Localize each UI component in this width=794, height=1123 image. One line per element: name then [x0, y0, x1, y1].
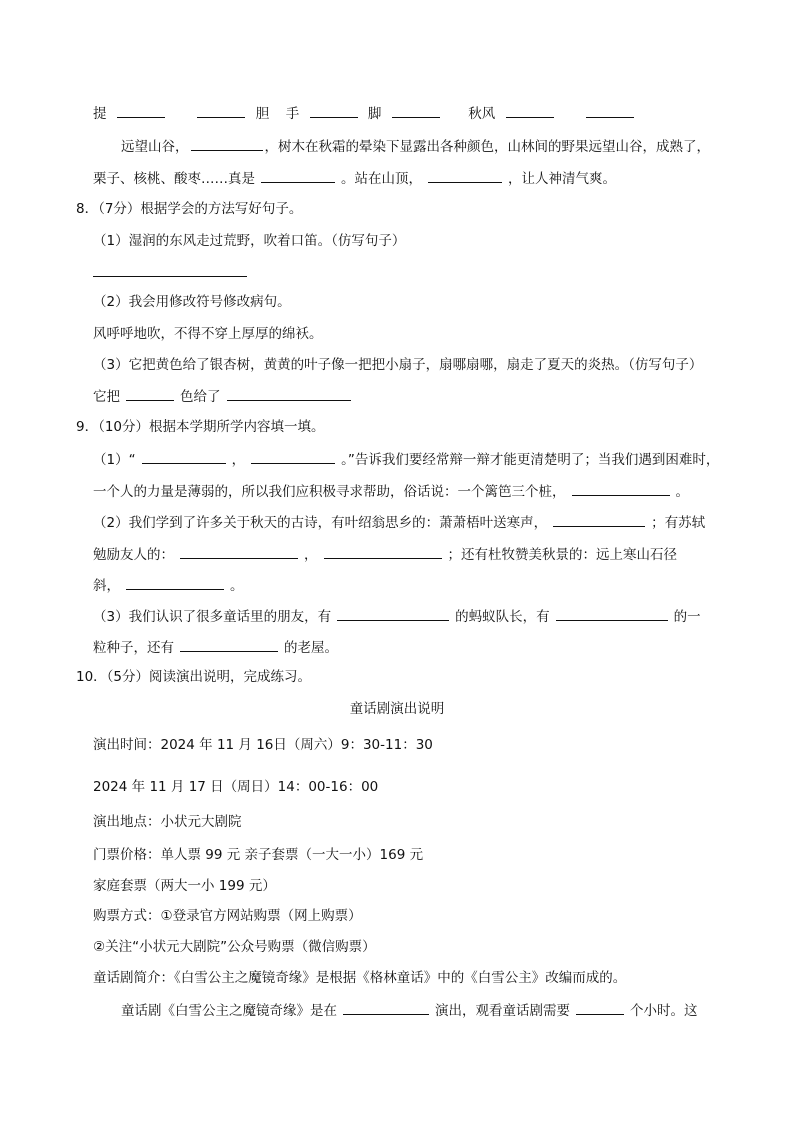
word-dan: 胆: [255, 106, 270, 122]
blank[interactable]: [197, 103, 245, 118]
q9-line-7: [93, 637, 338, 658]
word-ti: 提: [93, 106, 107, 122]
blank[interactable]: [310, 103, 358, 118]
q8-item-1: （1）湿润的东风走过荒野，吹着口笛。（仿写句子）: [93, 233, 406, 249]
q9-line-4: [93, 544, 677, 565]
blank[interactable]: [180, 637, 278, 652]
q9-text: 。: [675, 484, 689, 500]
blank[interactable]: [576, 1000, 624, 1015]
q9-text: 。: [230, 578, 244, 594]
blank[interactable]: [506, 103, 554, 118]
blank[interactable]: [251, 449, 335, 464]
notice-buy-2: ②关注“小状元大剧院”公众号购票（微信购票）: [93, 939, 376, 955]
blank[interactable]: [126, 386, 174, 401]
notice-buy-1: 购票方式：①登录官方网站购票（网上购票）: [93, 908, 362, 924]
q9-text: （2）我们学到了许多关于秋天的古诗，有叶绍翁思乡的：萧萧梧叶送寒声，: [93, 515, 548, 531]
blank[interactable]: [428, 168, 502, 183]
q9-text: 一个人的力量是薄弱的，所以我们应积极寻求帮助，俗话说：一个篱笆三个桩，: [93, 484, 566, 500]
q9-text: ；还有杜牧赞美秋景的：远上寒山石径: [447, 547, 677, 563]
blank[interactable]: [261, 168, 335, 183]
passage-text: ，树木在秋霜的晕染下显露出各种颜色，山林间的野果远望山谷，成熟了，: [264, 139, 710, 155]
q9-text: 的蚂蚁队长，有: [455, 609, 550, 625]
blank[interactable]: [142, 449, 226, 464]
notice-intro: 童话剧简介：《白雪公主之魔镜奇缘》是根据《格林童话》中的《白雪公主》改编而成的。: [93, 970, 627, 986]
q10-text: 个小时。这: [630, 1003, 698, 1019]
blank[interactable]: [343, 1000, 429, 1015]
passage-line-2: [93, 168, 616, 189]
q10-text: 演出，观看童话剧需要: [435, 1003, 570, 1019]
blank[interactable]: [556, 606, 668, 621]
blank[interactable]: [227, 386, 351, 401]
q9-text: （1）“: [93, 452, 136, 468]
q8-heading: 8．（7分）根据学会的方法写好句子。: [76, 201, 303, 217]
passage-text: 。站在山顶，: [341, 171, 422, 187]
q10-question: [121, 1000, 698, 1021]
q10-text: 童话剧《白雪公主之魔镜奇缘》是在: [121, 1003, 337, 1019]
q9-text: 勉励友人的：: [93, 547, 174, 563]
q9-line-5: [93, 575, 244, 596]
word-fill-row: [93, 103, 640, 124]
q9-text: 斜，: [93, 578, 120, 594]
blank[interactable]: [191, 136, 263, 151]
q8-item-2: （2）我会用修改符号修改病句。: [93, 294, 291, 310]
q9-heading: 9．（10分）根据本学期所学内容填一填。: [76, 419, 325, 435]
blank[interactable]: [337, 606, 449, 621]
q9-line-6: [93, 606, 701, 627]
q9-line-3: [93, 512, 705, 533]
blank[interactable]: [586, 103, 634, 118]
q9-line-1: [93, 449, 719, 470]
blank[interactable]: [180, 544, 298, 559]
passage-line-1: [121, 136, 710, 157]
q9-text: ，: [231, 452, 246, 468]
notice-time-2: 2024 年 11 月 17 日（周日）14：00-16：00: [93, 779, 379, 795]
blank[interactable]: [392, 103, 440, 118]
q8-answer-line-1[interactable]: [93, 276, 247, 277]
passage-text: 远望山谷，: [121, 139, 189, 155]
q9-text: ，: [304, 547, 318, 563]
word-shou: 手: [285, 106, 300, 122]
passage-text: ，让人神清气爽。: [508, 171, 616, 187]
q8-item-3-fill: [93, 386, 357, 407]
q8-item-2-sentence: 风呼呼地吹，不得不穿上厚厚的绵袄。: [93, 326, 323, 342]
notice-place: 演出地点：小状元大剧院: [93, 814, 242, 830]
blank[interactable]: [324, 544, 442, 559]
blank[interactable]: [553, 512, 645, 527]
blank[interactable]: [117, 103, 165, 118]
q9-text: 的一: [673, 609, 701, 625]
word-qiufeng: 秋风: [468, 106, 496, 122]
q9-text: 的老屋。: [284, 640, 338, 656]
q9-text: （3）我们认识了很多童话里的朋友，有: [93, 609, 332, 625]
notice-time-1: 演出时间：2024 年 11 月 16日（周六）9：30-11：30: [93, 737, 433, 753]
q8-text: 色给了: [180, 389, 221, 405]
notice-family: 家庭套票（两大一小 199 元）: [93, 878, 276, 894]
q8-text: 它把: [93, 389, 120, 405]
q9-text: 粒种子，还有: [93, 640, 174, 656]
q10-heading: 10．（5分）阅读演出说明，完成练习。: [76, 669, 312, 685]
passage-text: 栗子、核桃、酸枣……真是: [93, 171, 255, 187]
word-jiao: 脚: [367, 106, 382, 122]
q8-item-3: （3）它把黄色给了银杏树，黄黄的叶子像一把把小扇子，扇哪扇哪，扇走了夏天的炎热。（仿写句子）: [93, 357, 703, 373]
q9-line-2: [93, 481, 689, 502]
notice-title: 童话剧演出说明: [349, 701, 445, 717]
q9-text: ；有苏轼: [651, 515, 706, 531]
blank[interactable]: [126, 575, 224, 590]
q9-text: 。”告诉我们要经常辩一辩才能更清楚明了；当我们遇到困难时，: [341, 452, 720, 468]
notice-price: 门票价格：单人票 99 元 亲子套票（一大一小）169 元: [93, 847, 424, 863]
blank[interactable]: [572, 481, 670, 496]
